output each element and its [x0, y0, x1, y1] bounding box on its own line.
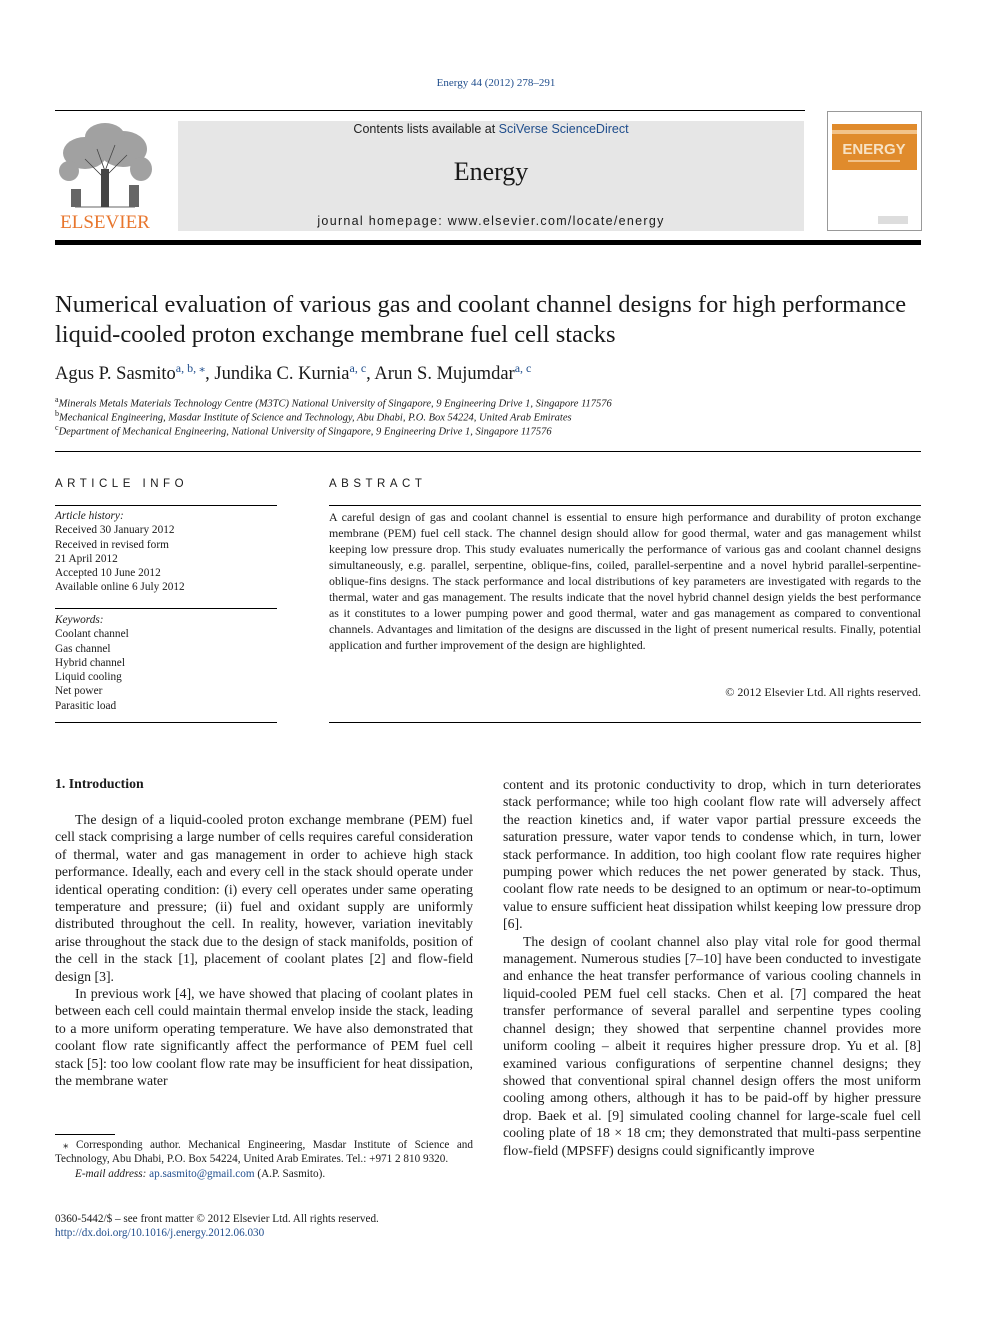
cover-image-icon [828, 112, 921, 230]
history-item: Available online 6 July 2012 [55, 581, 185, 594]
body-paragraph: The design of a liquid-cooled proton exchange membrane (PEM) fuel cell stack comprising a large number of cells requires careful consideration of thermal, water and gas management in order to achieve high stack performance. Ideally, each and every cell in the stack should operate under identical operating condition: (i) every cell operates under same operating temperature and pressure; (ii) fuel and oxidant supply are uniformly distributed throughout the cell. In reality, however, variation inevitably arise throughout the stack due to the design of stack manifolds, position of the cell in the stack [1], placement of coolant plates [2] and flow-field design [3]. [55, 812, 473, 984]
journal-reference[interactable]: Energy 44 (2012) 278–291 [436, 77, 556, 89]
elsevier-wordmark: ELSEVIER [60, 212, 150, 231]
author-list [55, 361, 925, 385]
keyword: Gas channel [55, 642, 111, 655]
affiliation-text: Department of Mechanical Engineering, National University of Singapore, 9 Engineering Drive 1, Singapore 117576 [58, 426, 552, 438]
author-separator: , [366, 364, 375, 385]
author-name[interactable]: Arun S. Mujumdar [374, 364, 515, 385]
email-suffix: (A.P. Sasmito). [254, 1167, 326, 1180]
affiliation-mark: c [55, 423, 59, 432]
author-separator: , [205, 364, 215, 385]
abstract-text: A careful design of gas and coolant channel is essential to ensure high performance and durability of proton exchange membrane (PEM) fuel cell stack. The channel design should allow for good thermal, water and gas management whilst keeping low pressure drop. This study evaluates numerically the performance of various gas and coolant channel designs simultaneously, e.g. parallel, serpentine, oblique-fins, coiled, parallel-serpentine and a novel hybrid parallel-serpentine-oblique-fins designs. The stack performance and local distributions of key parameters are investigated with regards to the thermal, water and gas management. The results indicate that the novel hybrid channel design yields the best performance as it constitutes to a lower pumping power and good thermal, water and gas management as compared to conventional channels. Advantages and limitation of the designs are discussed in the light of present numerical results. Finally, potential application and further improvement of the design are highlighted. [329, 510, 921, 652]
history-item: 21 April 2012 [55, 552, 118, 565]
affiliation-mark: a [55, 395, 59, 404]
article-info-rule [55, 505, 277, 506]
author-affiliation-marks[interactable]: a, b, ⁎ [175, 361, 206, 375]
author-affiliation-marks[interactable]: a, c [349, 361, 367, 375]
article-info-rule [55, 608, 277, 609]
author-affiliation-marks[interactable]: a, c [514, 361, 532, 375]
author-name[interactable]: Agus P. Sasmito [55, 364, 176, 385]
journal-homepage[interactable]: journal homepage: www.elsevier.com/locate/energy [317, 214, 665, 228]
body-paragraph: The design of coolant channel also play vital role for good thermal management. Numerous studies [7–10] have been conducted to investigate and enhance the heat transfer performance of various cooling channels in liquid-cooled PEM fuel cell stacks. Chen et al. [7] compared the heat transfer performance of several parallel and serpentine types cooling channel design; they showed that serpentine channel provides more uniform cooling – albeit it requires higher pressure drop. Yu et al. [8] examined various configurations of serpentine channel designs; they showed that conventional spiral channel design offers the most uniform cooling among others, although it has to be paid-off by higher pressure drop. Baek et al. [9] simulated cooling channel for large-scale fuel cell cooling plate of 18 × 18 cm; they demonstrated that multi-pass serpentine flow-field (MPSFF) designs could significantly improve [503, 933, 921, 1158]
contents-prefix: Contents lists available at [353, 122, 499, 136]
footnote-rule [55, 1134, 115, 1135]
abstract-rule [329, 722, 921, 723]
keywords-label: Keywords: [55, 614, 104, 626]
body-column-left [55, 811, 473, 1090]
keyword: Liquid cooling [55, 671, 122, 684]
header-rule [55, 110, 805, 111]
section-heading: 1. Introduction [55, 776, 144, 791]
doi-link[interactable]: http://dx.doi.org/10.1016/j.energy.2012.06.030 [55, 1227, 265, 1240]
abstract-heading: ABSTRACT [329, 478, 427, 490]
elsevier-logo [55, 119, 155, 231]
contents-line [178, 121, 804, 137]
body-column-right [503, 776, 921, 1159]
issn-line: 0360-5442/$ – see front matter © 2012 Elsevier Ltd. All rights reserved. [55, 1213, 379, 1225]
journal-name: Energy [453, 157, 529, 186]
keyword: Hybrid channel [55, 656, 125, 669]
affiliation-rule [55, 451, 921, 452]
sciencedirect-link[interactable]: SciVerse ScienceDirect [498, 122, 629, 136]
affiliation-b [55, 409, 925, 424]
body-paragraph: In previous work [4], we have showed that placing of coolant plates in between each cell could maintain thermal envelop inside the stack, leading to a more uniform operating temperature. We have also demonstrated that coolant flow rate significantly affect the performance of PEM fuel cell stack [5]: too low coolant flow rate may be insufficient for heat dissipation, the membrane water [55, 986, 473, 1089]
header-thick-rule [55, 240, 921, 245]
affiliation-a [55, 395, 925, 410]
affiliation-c [55, 423, 925, 438]
author-name[interactable]: Jundika C. Kurnia [214, 364, 350, 385]
cover-title: ENERGY [842, 141, 906, 158]
affiliation-mark: b [55, 409, 59, 418]
affiliation-text: Mechanical Engineering, Masdar Institute of Science and Technology, Abu Dhabi, P.O. Box 54224, United Arab Emirates [59, 412, 572, 424]
abstract-copyright: © 2012 Elsevier Ltd. All rights reserved. [725, 685, 921, 699]
article-info-heading: ARTICLE INFO [55, 478, 189, 490]
keyword: Coolant channel [55, 628, 129, 641]
keywords [55, 613, 277, 713]
article-title: Numerical evaluation of various gas and coolant channel designs for high performance liquid-cooled proton exchange membrane fuel cell stacks [55, 291, 907, 348]
article-history [55, 509, 277, 595]
journal-cover [827, 111, 922, 231]
keyword: Net power [55, 685, 103, 698]
article-info-rule [55, 722, 277, 723]
affiliation-text: Minerals Metals Materials Technology Centre (M3TC) National University of Singapore, 9 Engineering Drive 1, Singapore 117576 [58, 398, 612, 410]
elsevier-tree-icon [55, 119, 155, 231]
history-item: Received in revised form [55, 538, 169, 551]
history-label: Article history: [55, 510, 124, 522]
footnote [55, 1138, 473, 1181]
email-line [55, 1167, 473, 1181]
keyword: Parasitic load [55, 699, 117, 712]
body-paragraph: content and its protonic conductivity to drop, which in turn deteriorates stack performance; while too high coolant flow rate will adversely affect the reaction kinetics and, if water vapor partial pressure exceeds the saturation pressure, water vapor tends to condense which, in turn, lower stack performance. In addition, too high coolant flow rate requires higher pumping power which reduces the net power generated by stack. Thus, coolant flow rate needs to be designed to an optimum or near-to-optimum value to ensure sufficient heat dissipation whilst keeping low pressure drop [6]. [503, 777, 921, 932]
abstract-rule [329, 505, 921, 506]
history-item: Received 30 January 2012 [55, 524, 175, 537]
corresponding-author-note: ⁎ Corresponding author. Mechanical Engineering, Masdar Institute of Science and Technology, Abu Dhabi, P.O. Box 54224, United Arab Emirates. Tel.: +971 2 810 9320. [55, 1139, 473, 1166]
history-item: Accepted 10 June 2012 [55, 567, 161, 580]
page-footer [55, 1212, 555, 1241]
email-link[interactable]: ap.sasmito@gmail.com [149, 1167, 255, 1180]
email-label: E-mail address: [75, 1167, 147, 1180]
